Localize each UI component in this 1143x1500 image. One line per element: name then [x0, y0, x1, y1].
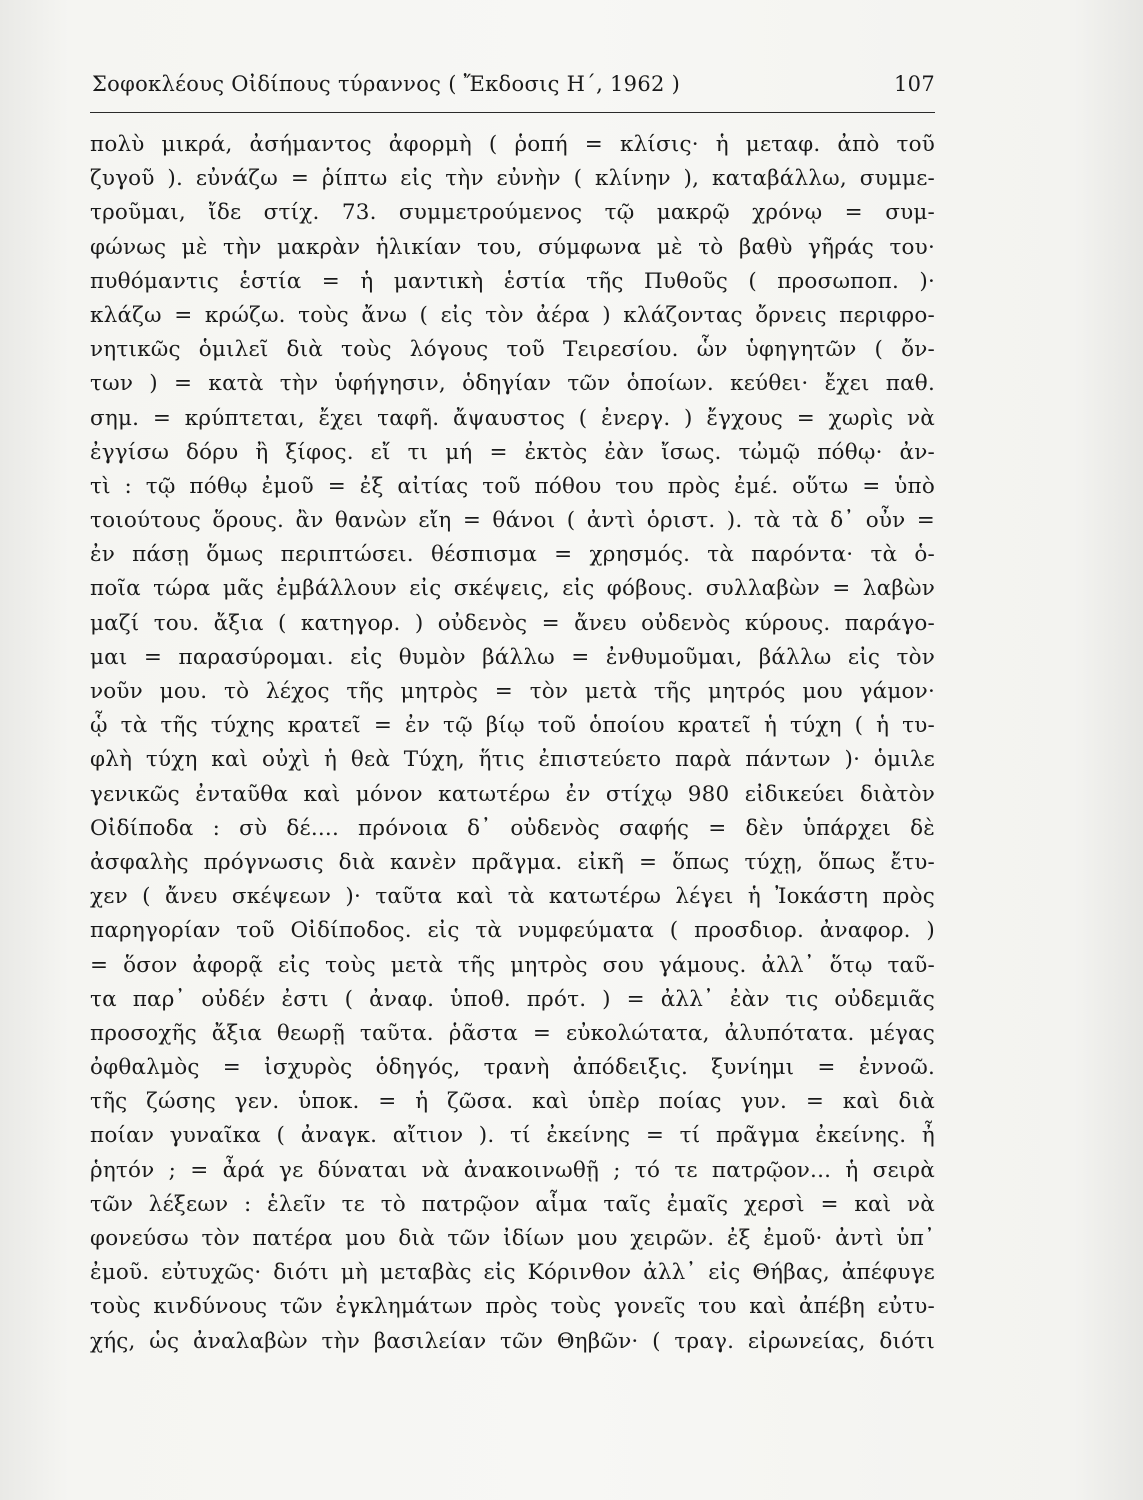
running-header — [92, 72, 935, 108]
header-title: Σοφοκλέους Οἰδίπους τύραννος ( Ἔκδοσις Η΄, 1962 ) — [92, 72, 681, 96]
text-line: πυθόμαντις ἑστία = ἡ μαντικὴ ἑστία τῆς Πυθοῦς ( προσωποπ. )· — [90, 268, 935, 294]
text-line: σημ. = κρύπτεται, ἔχει ταφῆ. ἄψαυστος ( ἐνεργ. ) ἔγχους = χωρὶς νὰ — [90, 405, 935, 431]
commentary-text — [90, 128, 935, 1359]
text-line: των ) = κατὰ τὴν ὑφήγησιν, ὁδηγίαν τῶν ὁποίων. κεύθει· ἔχει παθ. — [90, 371, 935, 397]
text-line: φλὴ τύχη καὶ οὐχὶ ἡ θεὰ Τύχη, ἥτις ἐπιστεύετο παρὰ πάντων )· ὁμιλε — [90, 747, 935, 773]
text-line: τοιούτους ὅρους. ἂν θανὼν εἴη = θάνοι ( ἀντὶ ὁριστ. ). τὰ τὰ δ᾽ οὖν = — [90, 508, 935, 534]
text-line: μαζί του. ἄξια ( κατηγορ. ) οὐδενὸς = ἄνευ οὐδενὸς κύρους. παράγο- — [90, 610, 935, 636]
text-line: φονεύσω τὸν πατέρα μου διὰ τῶν ἰδίων μου χειρῶν. ἐξ ἐμοῦ· ἀντὶ ὑπ᾽ — [90, 1226, 935, 1251]
text-line: ζυγοῦ ). εὐνάζω = ῥίπτω εἰς τὴν εὐνὴν ( κλίνην ), καταβάλλω, συμμε- — [90, 166, 935, 192]
text-line: ῥητόν ; = ἆρά γε δύναται νὰ ἀνακοινωθῇ ; τό τε πατρῷον... ἡ σειρὰ — [90, 1157, 935, 1183]
text-line: τῆς ζώσης γεν. ὑποκ. = ἡ ζῶσα. καὶ ὑπὲρ ποίας γυν. = καὶ διὰ — [90, 1089, 935, 1115]
text-line: πολὺ μικρά, ἀσήμαντος ἀφορμὴ ( ῥοπή = κλίσις· ἡ μεταφ. ἀπὸ τοῦ — [90, 132, 935, 157]
header-rule — [90, 112, 935, 113]
text-line: Οἰδίποδα : σὺ δέ.... πρόνοια δ᾽ οὐδενὸς σαφής = δὲν ὑπάρχει δὲ — [90, 815, 935, 841]
text-line: μαι = παρασύρομαι. εἰς θυμὸν βάλλω = ἐνθυμοῦμαι, βάλλω εἰς τὸν — [90, 644, 935, 670]
text-line: τροῦμαι, ἴδε στίχ. 73. συμμετρούμενος τῷ μακρῷ χρόνῳ = συμ- — [90, 200, 935, 226]
text-line: τοὺς κινδύνους τῶν ἐγκλημάτων πρὸς τοὺς γονεῖς του καὶ ἀπέβη εὐτυ- — [90, 1294, 935, 1320]
text-line: τα παρ᾽ οὐδέν ἐστι ( ἀναφ. ὑποθ. πρότ. ) = ἀλλ᾽ ἐὰν τις οὐδεμιᾶς — [90, 986, 935, 1012]
text-line: ᾧ τὰ τῆς τύχης κρατεῖ = ἐν τῷ βίῳ τοῦ ὁποίου κρατεῖ ἡ τύχη ( ἡ τυ- — [90, 713, 935, 739]
text-line: γενικῶς ἐνταῦθα καὶ μόνον κατωτέρω ἐν στίχῳ 980 εἰδικεύει διὰτὸν — [90, 781, 935, 807]
text-line: ποίαν γυναῖκα ( ἀναγκ. αἴτιον ). τί ἐκείνης = τί πρᾶγμα ἐκείνης. ἦ — [90, 1123, 935, 1149]
text-line: = ὅσον ἀφορᾷ εἰς τοὺς μετὰ τῆς μητρὸς σου γάμους. ἀλλ᾽ ὅτῳ ταῦ- — [90, 952, 935, 978]
text-line: προσοχῆς ἄξια θεωρῇ ταῦτα. ῥᾶστα = εὐκολώτατα, ἀλυπότατα. μέγας — [90, 1020, 935, 1046]
text-line: νητικῶς ὁμιλεῖ διὰ τοὺς λόγους τοῦ Τειρεσίου. ὧν ὑφηγητῶν ( ὄν- — [90, 337, 935, 363]
text-line: τὶ : τῷ πόθῳ ἐμοῦ = ἐξ αἰτίας τοῦ πόθου του πρὸς ἐμέ. οὕτω = ὑπὸ — [90, 473, 935, 499]
text-line: τῶν λέξεων : ἑλεῖν τε τὸ πατρῷον αἷμα ταῖς ἐμαῖς χερσὶ = καὶ νὰ — [90, 1191, 935, 1217]
text-line: ὀφθαλμὸς = ἰσχυρὸς ὁδηγός, τρανὴ ἀπόδειξις. ξυνίημι = ἐννοῶ. — [90, 1055, 935, 1081]
text-line: ποῖα τώρα μᾶς ἐμβάλλουν εἰς σκέψεις, εἰς φόβους. συλλαβὼν = λαβὼν — [90, 576, 935, 602]
text-line: ἐγγίσω δόρυ ἢ ξίφος. εἴ τι μή = ἐκτὸς ἐὰν ἴσως. τὠμῷ πόθῳ· ἀν- — [90, 439, 935, 465]
text-line: ἐν πάσῃ ὅμως περιπτώσει. θέσπισμα = χρησμός. τὰ παρόντα· τὰ ὁ- — [90, 542, 935, 568]
text-line: ἐμοῦ. εὐτυχῶς· διότι μὴ μεταβὰς εἰς Κόρινθον ἀλλ᾽ εἰς Θήβας, ἀπέφυγε — [90, 1260, 935, 1286]
page-number: 107 — [894, 72, 935, 96]
text-line: κλάζω = κρώζω. τοὺς ἄνω ( εἰς τὸν ἀέρα ) κλάζοντας ὄρνεις περιφρο- — [90, 302, 935, 328]
text-line: χής, ὡς ἀναλαβὼν τὴν βασιλείαν τῶν Θηβῶν· ( τραγ. εἰρωνείας, διότι — [90, 1328, 935, 1354]
text-line: νοῦν μου. τὸ λέχος τῆς μητρὸς = τὸν μετὰ τῆς μητρός μου γάμον· — [90, 679, 935, 704]
text-line: ἀσφαλὴς πρόγνωσις διὰ κανὲν πρᾶγμα. εἰκῆ = ὅπως τύχῃ, ὅπως ἔτυ- — [90, 849, 935, 875]
text-line: παρηγορίαν τοῦ Οἰδίποδος. εἰς τὰ νυμφεύματα ( προσδιορ. ἀναφορ. ) — [90, 918, 935, 944]
text-line: χεν ( ἄνευ σκέψεων )· ταῦτα καὶ τὰ κατωτέρω λέγει ἡ Ἰοκάστη πρὸς — [90, 884, 935, 910]
text-line: φώνως μὲ τὴν μακρὰν ἡλικίαν του, σύμφωνα μὲ τὸ βαθὺ γῆράς του· — [90, 234, 935, 260]
